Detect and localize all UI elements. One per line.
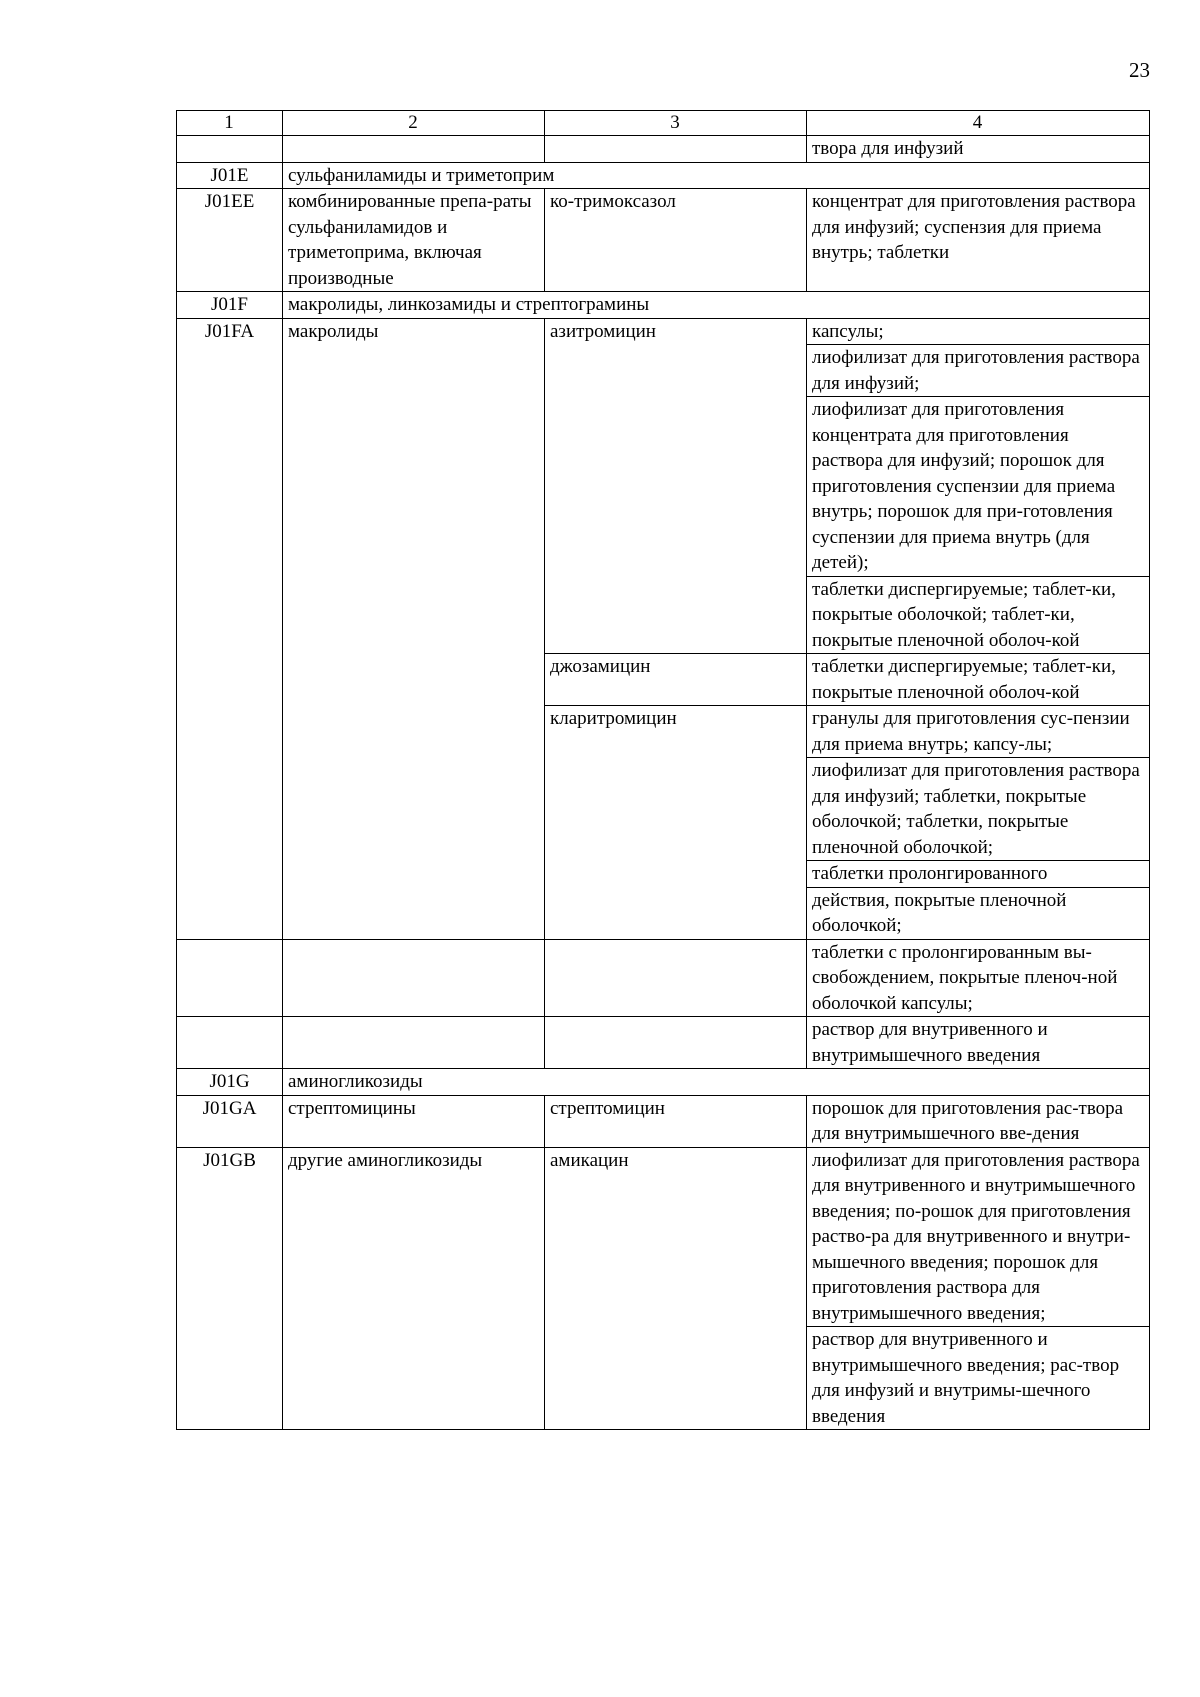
- form-cell: действия, покрытые пленочной оболочкой;: [807, 887, 1150, 939]
- table-row: [177, 318, 1150, 345]
- table-header-row: [177, 111, 1150, 136]
- code-cell: J01E: [177, 162, 283, 189]
- drug-cell: амикацин: [545, 1147, 807, 1430]
- form-cell: таблетки пролонгированного: [807, 861, 1150, 888]
- table-row: [177, 939, 1150, 1017]
- group-cell: макролиды: [283, 318, 545, 939]
- table-row: [177, 189, 1150, 292]
- table-row: [177, 292, 1150, 319]
- group-cell: стрептомицины: [283, 1095, 545, 1147]
- group-cell: [283, 1017, 545, 1069]
- code-cell: J01EE: [177, 189, 283, 292]
- drug-cell: [545, 136, 807, 163]
- code-cell: [177, 1017, 283, 1069]
- group-cell: комбинированные препа-раты сульфаниламидов и триметоприма, включая производные: [283, 189, 545, 292]
- code-cell: J01GB: [177, 1147, 283, 1430]
- header-cell: 3: [545, 111, 807, 136]
- form-cell: гранулы для приготовления сус-пензии для приема внутрь; капсу-лы;: [807, 706, 1150, 758]
- page-number: 23: [1129, 58, 1150, 82]
- form-cell: концентрат для приготовления раствора для инфузий; суспензия для приема внутрь; таблетки: [807, 189, 1150, 292]
- group-cell: [283, 136, 545, 163]
- drug-cell: кларитромицин: [545, 706, 807, 940]
- form-cell: таблетки диспергируемые; таблет-ки, покрытые оболочкой; таблет-ки, покрытые пленочной оболоч-кой: [807, 576, 1150, 654]
- code-cell: J01F: [177, 292, 283, 319]
- group-cell: другие аминогликозиды: [283, 1147, 545, 1430]
- code-cell: [177, 939, 283, 1017]
- code-cell: J01GA: [177, 1095, 283, 1147]
- header-cell: 2: [283, 111, 545, 136]
- drug-cell: стрептомицин: [545, 1095, 807, 1147]
- form-cell: лиофилизат для приготовления раствора для инфузий; таблетки, покрытые оболочкой; таблетки, покрытые пленочной оболочкой;: [807, 758, 1150, 861]
- table-row: [177, 136, 1150, 163]
- code-cell: J01G: [177, 1069, 283, 1096]
- drug-cell: [545, 1017, 807, 1069]
- code-cell: J01FA: [177, 318, 283, 939]
- form-cell: раствор для внутривенного и внутримышечного введения: [807, 1017, 1150, 1069]
- header-cell: 1: [177, 111, 283, 136]
- table-row: [177, 1069, 1150, 1096]
- form-cell: твора для инфузий: [807, 136, 1150, 163]
- table-row: [177, 1147, 1150, 1327]
- drug-cell: джозамицин: [545, 654, 807, 706]
- form-cell: таблетки диспергируемые; таблет-ки, покрытые пленочной оболоч-кой: [807, 654, 1150, 706]
- form-cell: лиофилизат для приготовления концентрата для приготовления раствора для инфузий; порошок для приготовления суспензии для приема внутрь; порошок для при-готовления суспензии для приема внутрь (для детей);: [807, 397, 1150, 577]
- drug-cell: азитромицин: [545, 318, 807, 654]
- header-cell: 4: [807, 111, 1150, 136]
- group-cell: [283, 939, 545, 1017]
- group-heading-cell: аминогликозиды: [283, 1069, 1150, 1096]
- form-cell: капсулы;: [807, 318, 1150, 345]
- table-row: [177, 1095, 1150, 1147]
- code-cell: [177, 136, 283, 163]
- form-cell: лиофилизат для приготовления раствора для внутривенного и внутримышечного введения; по-рошок для приготовления раство-ра для внутривенного и внутри-мышечного введения; порошок для приготовления раствора для внутримышечного введения;: [807, 1147, 1150, 1327]
- form-cell: раствор для внутривенного и внутримышечного введения; рас-твор для инфузий и внутримы-шечного введения: [807, 1327, 1150, 1430]
- form-cell: таблетки с пролонгированным вы-свобождением, покрытые пленоч-ной оболочкой капсулы;: [807, 939, 1150, 1017]
- group-heading-cell: макролиды, линкозамиды и стрептограмины: [283, 292, 1150, 319]
- form-cell: порошок для приготовления рас-твора для внутримышечного вве-дения: [807, 1095, 1150, 1147]
- group-heading-cell: сульфаниламиды и триметоприм: [283, 162, 1150, 189]
- form-cell: лиофилизат для приготовления раствора для инфузий;: [807, 345, 1150, 397]
- drug-table: [176, 110, 1150, 1430]
- drug-cell: [545, 939, 807, 1017]
- drug-cell: ко-тримоксазол: [545, 189, 807, 292]
- table-row: [177, 162, 1150, 189]
- table-row: [177, 1017, 1150, 1069]
